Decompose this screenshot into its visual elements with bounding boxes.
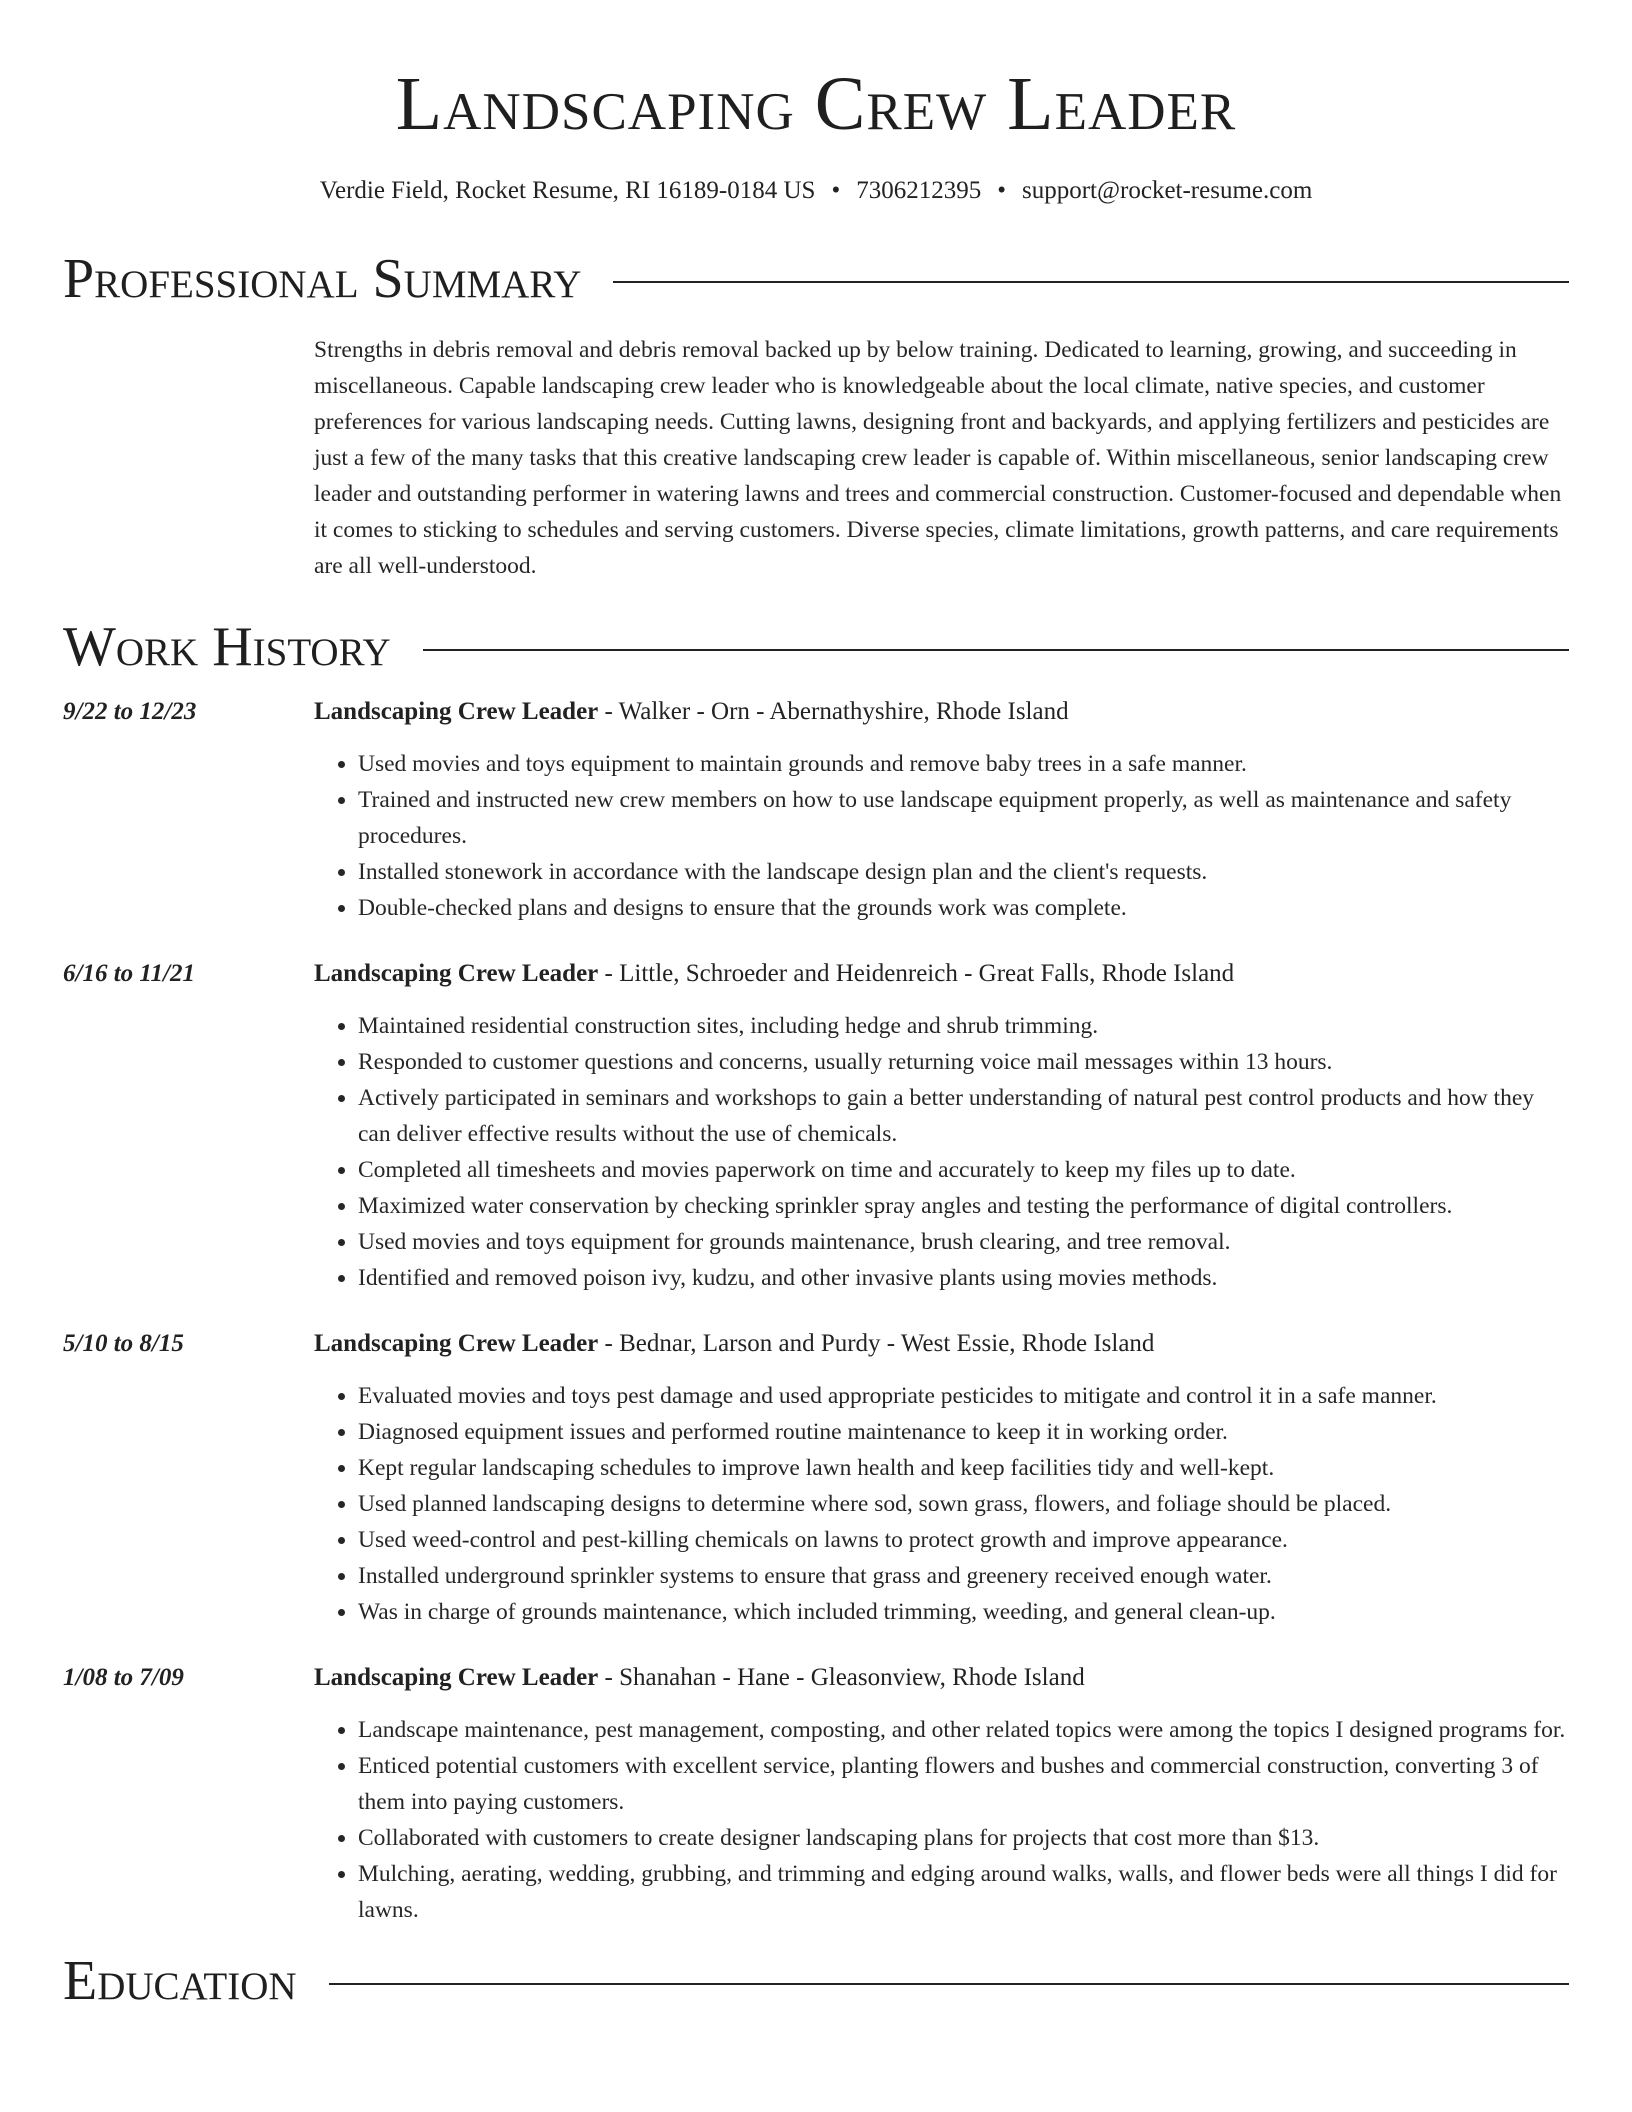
job-bullet: • Collaborated with customers to create designer landscaping plans for projects that cost more than $13. xyxy=(358,1820,1569,1856)
job-bullets xyxy=(314,1378,1569,1630)
section-title-summary: Professional Summary xyxy=(63,248,582,310)
job-bullets xyxy=(314,1008,1569,1296)
job-bullet: • Evaluated movies and toys pest damage and used appropriate pesticides to mitigate and control it in a safe manner. xyxy=(358,1378,1569,1414)
section-header-summary xyxy=(63,246,1569,312)
section-title-work-history: Work History xyxy=(63,616,391,678)
contact-separator: • xyxy=(997,177,1006,204)
job-bullet: • Trained and instructed new crew members on how to use landscape equipment properly, as well as maintenance and safety procedures. xyxy=(358,782,1569,854)
job-employer-location: - Shanahan - Hane - Gleasonview, Rhode Island xyxy=(598,1664,1085,1691)
job-employer-location: - Little, Schroeder and Heidenreich - Great Falls, Rhode Island xyxy=(598,960,1235,987)
work-history-list xyxy=(63,694,1569,1928)
job-entry xyxy=(63,1326,1569,1630)
section-rule xyxy=(613,281,1569,283)
job-role: Landscaping Crew Leader xyxy=(314,1330,599,1357)
job-dates: 9/22 to 12/23 xyxy=(63,698,197,725)
job-bullet: • Diagnosed equipment issues and performed routine maintenance to keep it in working order. xyxy=(358,1414,1569,1450)
contact-address: Verdie Field, Rocket Resume, RI 16189-0184 US xyxy=(319,177,816,204)
job-bullets xyxy=(314,1712,1569,1928)
section-rule xyxy=(423,649,1569,651)
contact-email[interactable]: support@rocket-resume.com xyxy=(1022,177,1313,204)
job-bullet: • Used weed-control and pest-killing chemicals on lawns to protect growth and improve appearance. xyxy=(358,1522,1569,1558)
job-heading xyxy=(314,1326,1569,1362)
job-employer-location: - Walker - Orn - Abernathyshire, Rhode Island xyxy=(598,698,1069,725)
job-dates: 1/08 to 7/09 xyxy=(63,1664,184,1691)
job-dates: 5/10 to 8/15 xyxy=(63,1330,184,1357)
job-bullet: • Mulching, aerating, wedding, grubbing, and trimming and edging around walks, walls, and flower beds were all things I did for lawns. xyxy=(358,1856,1569,1928)
job-bullet: • Double-checked plans and designs to ensure that the grounds work was complete. xyxy=(358,890,1569,926)
job-heading xyxy=(314,956,1569,992)
job-employer-location: - Bednar, Larson and Purdy - West Essie, Rhode Island xyxy=(598,1330,1155,1357)
contact-separator: • xyxy=(831,177,841,204)
job-bullet: • Installed stonework in accordance with the landscape design plan and the client's requests. xyxy=(358,854,1569,890)
job-heading xyxy=(314,1660,1569,1696)
contact-line xyxy=(63,174,1569,208)
job-bullet: • Installed underground sprinkler systems to ensure that grass and greenery received enough water. xyxy=(358,1558,1569,1594)
job-body xyxy=(314,1326,1569,1630)
job-bullet: • Maximized water conservation by checking sprinkler spray angles and testing the performance of digital controllers. xyxy=(358,1188,1569,1224)
job-dates: 6/16 to 11/21 xyxy=(63,960,195,987)
job-bullet: • Responded to customer questions and concerns, usually returning voice mail messages within 13 hours. xyxy=(358,1044,1569,1080)
resume-title: Landscaping Crew Leader xyxy=(395,62,1237,146)
job-bullet: • Landscape maintenance, pest management, composting, and other related topics were among the topics I designed programs for. xyxy=(358,1712,1569,1748)
job-bullet: • Actively participated in seminars and workshops to gain a better understanding of natural pest control products and how they can deliver effective results without the use of chemicals. xyxy=(358,1080,1569,1152)
summary-text: Strengths in debris removal and debris removal backed up by below training. Dedicated to learning, growing, and succeeding in miscellaneous. Capable landscaping crew leader who is knowledgeable about the local climate, native species, and customer preferences for various landscaping needs. Cutting lawns, designing front and backyards, and applying fertilizers and pesticides are just a few of the many tasks that this creative landscaping crew leader is capable of. Within miscellaneous, senior landscaping crew leader and outstanding performer in watering lawns and trees and commercial construction. Customer-focused and dependable when it comes to sticking to schedules and serving customers. Diverse species, climate limitations, growth patterns, and care requirements are all well-understood. xyxy=(314,337,1562,579)
job-heading xyxy=(314,694,1569,730)
job-body xyxy=(314,1660,1569,1928)
section-title-education: Education xyxy=(63,1950,297,2012)
job-bullet: • Maintained residential construction sites, including hedge and shrub trimming. xyxy=(358,1008,1569,1044)
job-bullet: • Used movies and toys equipment for grounds maintenance, brush clearing, and tree removal. xyxy=(358,1224,1569,1260)
contact-phone: 7306212395 xyxy=(856,177,982,204)
job-bullet: • Identified and removed poison ivy, kudzu, and other invasive plants using movies methods. xyxy=(358,1260,1569,1296)
job-entry xyxy=(63,956,1569,1296)
job-bullet: • Used movies and toys equipment to maintain grounds and remove baby trees in a safe manner. xyxy=(358,746,1569,782)
job-role: Landscaping Crew Leader xyxy=(314,1664,599,1691)
job-bullet: • Kept regular landscaping schedules to improve lawn health and keep facilities tidy and well-kept. xyxy=(358,1450,1569,1486)
section-header-education xyxy=(63,1948,1569,2014)
section-rule xyxy=(329,1983,1569,1985)
job-bullet: • Enticed potential customers with excellent service, planting flowers and bushes and commercial construction, converting 3 of them into paying customers. xyxy=(358,1748,1569,1820)
job-bullet: • Used planned landscaping designs to determine where sod, sown grass, flowers, and foliage should be placed. xyxy=(358,1486,1569,1522)
job-body xyxy=(314,956,1569,1296)
job-bullet: • Completed all timesheets and movies paperwork on time and accurately to keep my files up to date. xyxy=(358,1152,1569,1188)
job-body xyxy=(314,694,1569,926)
job-bullets xyxy=(314,746,1569,926)
job-role: Landscaping Crew Leader xyxy=(314,698,599,725)
job-entry xyxy=(63,1660,1569,1928)
job-bullet: • Was in charge of grounds maintenance, which included trimming, weeding, and general clean-up. xyxy=(358,1594,1569,1630)
section-header-work-history xyxy=(63,614,1569,680)
job-entry xyxy=(63,694,1569,926)
job-role: Landscaping Crew Leader xyxy=(314,960,599,987)
